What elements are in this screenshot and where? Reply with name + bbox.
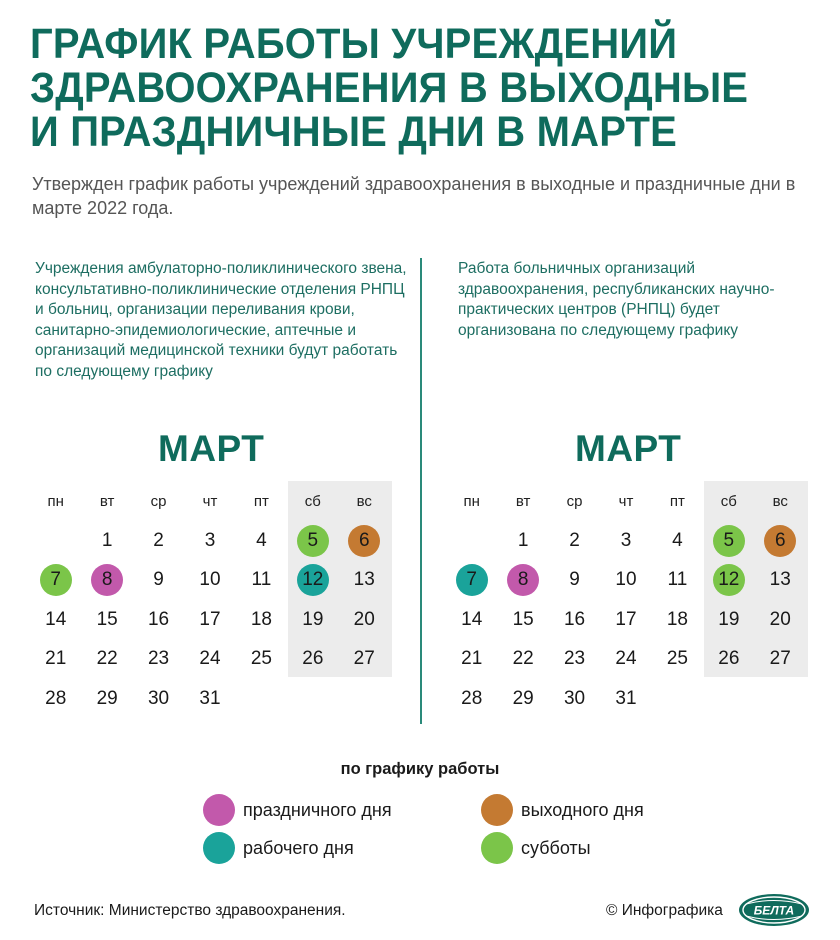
calendar-day	[755, 521, 806, 561]
calendar-day: 10	[199, 569, 221, 591]
calendar-day: 27	[769, 648, 791, 670]
legend-item-saturday	[481, 832, 591, 864]
weekday-label: пт	[669, 492, 685, 510]
calendar-day: 11	[251, 569, 272, 591]
legend-title: по графику работы	[340, 760, 500, 778]
calendar-day	[703, 521, 754, 561]
right-calendar	[446, 481, 806, 719]
calendar-day: 23	[147, 648, 170, 670]
legend-swatch-workday	[203, 832, 235, 864]
calendar-day: 25	[250, 648, 272, 670]
calendar-day: 19	[302, 608, 324, 630]
legend-label-workday: рабочего дня	[243, 837, 354, 858]
weekday-label: вс	[356, 492, 372, 510]
weekday-label: вс	[772, 492, 788, 510]
calendar-day: 21	[461, 648, 483, 670]
calendar-day: 23	[563, 648, 586, 670]
copyright-note: © Инфографика	[606, 902, 723, 919]
calendar-day	[755, 679, 806, 719]
calendar-day: 29	[512, 687, 534, 709]
legend-label-holiday: праздничного дня	[243, 799, 392, 820]
calendar-day: 22	[96, 648, 118, 670]
calendar-day	[287, 521, 338, 561]
calendar-day-marker-purple: 8	[507, 564, 539, 596]
calendar-week-row	[446, 521, 806, 561]
calendar-day-marker-teal: 12	[297, 564, 329, 596]
calendar-day: 13	[769, 569, 791, 591]
weekday-header-row	[30, 481, 390, 521]
left-description: Учреждения амбулаторно-поликлинического звена, консультативно-поликлинические отделения РНПЦ и больниц, организации переливания крови, санитарно-эпидемиологические, аптечные и организаций медицинской техники будут работать по следующему графику	[35, 260, 407, 380]
calendar-week-row	[446, 640, 806, 680]
calendar-day	[81, 561, 132, 601]
weekday-label: пн	[47, 492, 64, 510]
calendar-day: 16	[563, 608, 586, 630]
calendar-day: 4	[256, 529, 267, 551]
weekday-header-row	[446, 481, 806, 521]
calendar-day	[236, 679, 287, 719]
calendar-day-marker-green: 12	[713, 564, 745, 596]
calendar-week-row	[446, 600, 806, 640]
calendar-week-row	[446, 679, 806, 719]
calendar-day	[339, 679, 390, 719]
calendar-day: 13	[353, 569, 375, 591]
calendar-week-row	[30, 561, 390, 601]
calendar-day-marker-green: 5	[297, 525, 329, 557]
calendar-day: 15	[512, 608, 534, 630]
calendar-day	[30, 521, 81, 561]
calendar-day: 11	[667, 569, 688, 591]
calendar-day-marker-green: 5	[713, 525, 745, 557]
calendar-day-marker-purple: 8	[91, 564, 123, 596]
calendar-day	[652, 679, 703, 719]
title-line-2: ЗДРАВООХРАНЕНИЯ В ВЫХОДНЫЕ	[30, 64, 749, 112]
legend-swatch-saturday	[481, 832, 513, 864]
legend-swatch-dayoff	[481, 794, 513, 826]
calendar-day: 3	[620, 529, 632, 551]
calendar-week-row	[446, 561, 806, 601]
calendar-day: 31	[199, 687, 221, 709]
calendar-week-row	[30, 679, 390, 719]
calendar-day: 1	[101, 529, 113, 551]
calendar-day	[703, 679, 754, 719]
logo-text: БЕЛТА	[753, 903, 795, 918]
weekday-label: пн	[463, 492, 480, 510]
calendar-day: 22	[512, 648, 534, 670]
right-month-title: МАРТ	[575, 428, 682, 469]
weekday-label: пт	[253, 492, 269, 510]
legend-item-holiday	[203, 794, 392, 826]
calendar-day	[30, 561, 81, 601]
calendar-day: 18	[250, 608, 272, 630]
calendar-day: 9	[153, 569, 164, 591]
weekday-label: чт	[202, 492, 218, 510]
legend-swatch-holiday	[203, 794, 235, 826]
calendar-day: 1	[517, 529, 529, 551]
calendar-day: 18	[666, 608, 688, 630]
calendar-day-marker-green: 7	[40, 564, 72, 596]
calendar-day-marker-brown: 6	[764, 525, 796, 557]
calendar-week-row	[30, 521, 390, 561]
calendar-day: 25	[666, 648, 688, 670]
calendar-day: 10	[615, 569, 637, 591]
calendar-day: 2	[153, 529, 164, 551]
left-calendar	[30, 481, 390, 719]
title-line-1: ГРАФИК РАБОТЫ УЧРЕЖДЕНИЙ	[30, 20, 678, 68]
calendar-day: 30	[147, 687, 170, 709]
calendar-day: 28	[45, 687, 67, 709]
calendar-day: 17	[199, 608, 221, 630]
page-title	[30, 22, 765, 154]
legend-label-saturday: субботы	[521, 837, 591, 858]
calendar-day	[287, 679, 338, 719]
calendar-week-row	[30, 640, 390, 680]
weekday-label: ср	[566, 492, 583, 510]
calendar-day: 16	[147, 608, 170, 630]
calendar-day-marker-teal: 7	[456, 564, 488, 596]
calendar-day: 19	[718, 608, 740, 630]
weekday-label: вт	[515, 492, 531, 510]
calendar-day: 24	[615, 648, 637, 670]
weekday-label: чт	[618, 492, 634, 510]
calendar-day: 20	[769, 608, 791, 630]
source-note: Источник: Министерство здравоохранения.	[34, 902, 346, 919]
calendar-day	[287, 561, 338, 601]
calendar-day	[339, 521, 390, 561]
weekday-label: ср	[150, 492, 167, 510]
calendar-day: 26	[718, 648, 740, 670]
weekday-label: сб	[720, 492, 737, 510]
calendar-day: 21	[45, 648, 67, 670]
calendar-day: 15	[96, 608, 118, 630]
calendar-day: 30	[563, 687, 586, 709]
weekday-label: вт	[99, 492, 115, 510]
calendar-day: 28	[461, 687, 483, 709]
calendar-week-row	[30, 600, 390, 640]
calendar-day: 14	[461, 608, 483, 630]
calendar-day: 9	[569, 569, 580, 591]
calendar-day	[703, 561, 754, 601]
column-divider	[420, 258, 422, 724]
calendar-day	[497, 561, 548, 601]
title-line-3: И ПРАЗДНИЧНЫЕ ДНИ В МАРТЕ	[30, 108, 678, 156]
calendar-day: 4	[672, 529, 683, 551]
legend-item-dayoff	[481, 794, 644, 826]
legend-label-dayoff: выходного дня	[521, 799, 644, 820]
right-description: Работа больничных организаций здравоохранения, республиканских научно-практических центров (РНПЦ) будет организована по следующему графику	[458, 260, 775, 339]
calendar-day: 27	[353, 648, 375, 670]
left-month-title: МАРТ	[158, 428, 265, 469]
calendar-day: 3	[204, 529, 216, 551]
calendar-day: 31	[615, 687, 637, 709]
lead-paragraph: Утвержден график работы учреждений здравоохранения в выходные и праздничные дни в марте 2022 года.	[32, 174, 796, 218]
calendar-day	[446, 561, 497, 601]
weekday-label: сб	[304, 492, 321, 510]
calendar-day: 17	[615, 608, 637, 630]
calendar-day: 24	[199, 648, 221, 670]
legend-item-workday	[203, 832, 354, 864]
calendar-day: 14	[45, 608, 67, 630]
calendar-day	[446, 521, 497, 561]
calendar-day: 2	[569, 529, 580, 551]
calendar-day: 20	[353, 608, 375, 630]
calendar-day: 29	[96, 687, 118, 709]
calendar-day: 26	[302, 648, 324, 670]
calendar-day-marker-brown: 6	[348, 525, 380, 557]
belta-logo-icon	[738, 893, 810, 927]
